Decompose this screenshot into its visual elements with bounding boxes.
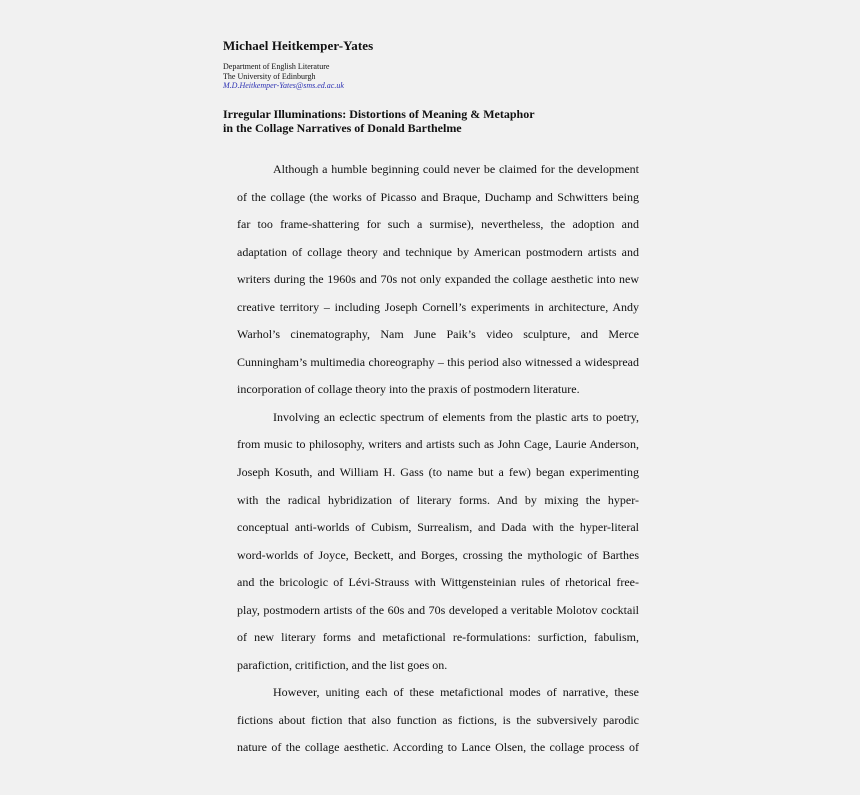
body-line: word-worlds of Joyce, Beckett, and Borges, crossing the mythologic of Barthes	[237, 547, 639, 562]
title-line-1: Irregular Illuminations: Distortions of Meaning & Metaphor	[223, 107, 535, 121]
author-affiliation	[223, 62, 344, 91]
body-line: creative territory – including Joseph Cornell’s experiments in architecture, Andy	[237, 299, 639, 314]
body-line: incorporation of collage theory into the praxis of postmodern literature.	[237, 382, 580, 397]
body-line: from music to philosophy, writers and artists such as John Cage, Laurie Anderson,	[237, 437, 639, 452]
body-line: fictions about fiction that also function as fictions, is the subversively parodic	[237, 712, 639, 727]
body-line: Cunningham’s multimedia choreography – this period also witnessed a widespread	[237, 354, 639, 369]
body-line: Joseph Kosuth, and William H. Gass (to name but a few) began experimenting	[237, 465, 639, 480]
author-name: Michael Heitkemper-Yates	[223, 38, 374, 53]
author-email-link[interactable]: M.D.Heitkemper-Yates@sms.ed.ac.uk	[223, 81, 344, 90]
university: The University of Edinburgh	[223, 71, 316, 81]
body-line: play, postmodern artists of the 60s and 70s developed a veritable Molotov cocktail	[237, 602, 639, 617]
body-line: parafiction, critifiction, and the list goes on.	[237, 657, 448, 672]
body-line: adaptation of collage theory and technique by American postmodern artists and	[237, 244, 639, 259]
body-line: Although a humble beginning could never be claimed for the development	[273, 162, 639, 176]
body-line: with the radical hybridization of literary forms. And by mixing the hyper-	[237, 492, 639, 507]
title-line-2: in the Collage Narratives of Donald Barthelme	[223, 121, 462, 135]
body-line: However, uniting each of these metafictional modes of narrative, these	[273, 685, 639, 700]
body-line: far too frame-shattering for such a surmise), nevertheless, the adoption and	[237, 217, 639, 232]
body-line: of the collage (the works of Picasso and Braque, Duchamp and Schwitters being	[237, 189, 639, 204]
body-line: writers during the 1960s and 70s not only expanded the collage aesthetic into new	[237, 272, 639, 287]
body-text	[237, 162, 639, 768]
body-line: nature of the collage aesthetic. According to Lance Olsen, the collage process of	[237, 740, 639, 755]
department: Department of English Literature	[223, 62, 330, 71]
body-line: conceptual anti-worlds of Cubism, Surrealism, and Dada with the hyper-literal	[237, 520, 639, 535]
body-line: Warhol’s cinematography, Nam June Paik’s video sculpture, and Merce	[237, 327, 639, 342]
paper-title	[223, 107, 535, 135]
body-line: Involving an eclectic spectrum of elements from the plastic arts to poetry,	[273, 409, 639, 424]
body-line: and the bricologic of Lévi-Strauss with Wittgensteinian rules of rhetorical free-	[237, 575, 639, 590]
body-line: of new literary forms and metafictional re-formulations: surfiction, fabulism,	[237, 630, 639, 645]
